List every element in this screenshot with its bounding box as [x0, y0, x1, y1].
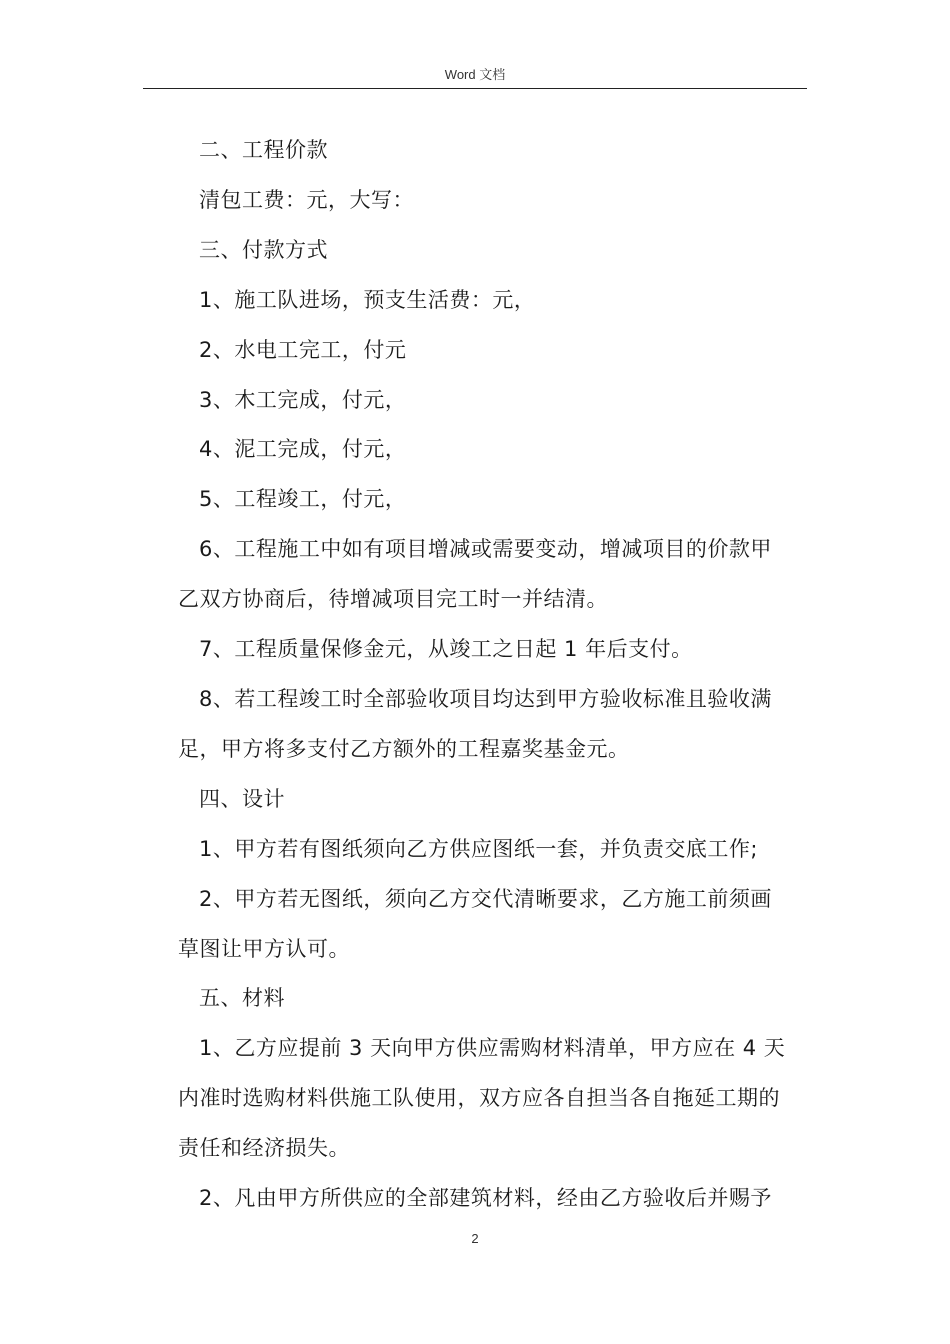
document-body: [178, 126, 808, 1224]
document-line: 五、材料: [199, 986, 285, 1011]
document-line: 四、设计: [199, 786, 285, 811]
document-line: 1、乙方应提前 3 天向甲方供应需购材料清单，甲方应在 4 天: [199, 1036, 786, 1061]
document-line: 3、木工完成，付元，: [199, 387, 407, 412]
document-line: 乙双方协商后，待增减项目完工时一并结清。: [178, 587, 608, 612]
document-line: 足，甲方将多支付乙方额外的工程嘉奖基金元。: [178, 736, 630, 761]
document-line: 1、甲方若有图纸须向乙方供应图纸一套，并负责交底工作;: [199, 836, 758, 861]
document-line: 清包工费：元，大写：: [199, 187, 414, 212]
document-line: 二、工程价款: [199, 138, 328, 162]
document-line: 6、工程施工中如有项目增减或需要变动，增减项目的价款甲: [199, 537, 772, 562]
document-line: 5、工程竣工，付元，: [199, 487, 407, 512]
page-header-title: Word 文档: [444, 67, 506, 82]
document-line: 8、若工程竣工时全部验收项目均达到甲方验收标准且验收满: [199, 686, 772, 711]
document-line: 责任和经济损失。: [178, 1136, 350, 1161]
document-line: 内准时选购材料供施工队使用，双方应各自担当各自拖延工期的: [178, 1086, 780, 1111]
document-line: 4、泥工完成，付元，: [199, 437, 407, 462]
document-line: 7、工程质量保修金元，从竣工之日起 1 年后支付。: [199, 637, 693, 662]
document-line: 2、甲方若无图纸，须向乙方交代清晰要求，乙方施工前须画: [199, 886, 772, 911]
document-line: 草图让甲方认可。: [178, 936, 350, 961]
document-line: 2、水电工完工，付元: [199, 337, 407, 362]
header-divider: [143, 88, 807, 89]
page-number: 2: [471, 1231, 479, 1246]
document-line: 三、付款方式: [199, 237, 328, 262]
document-line: 2、凡由甲方所供应的全部建筑材料，经由乙方验收后并赐予: [199, 1186, 772, 1211]
document-line: 1、施工队进场，预支生活费：元，: [199, 287, 536, 312]
